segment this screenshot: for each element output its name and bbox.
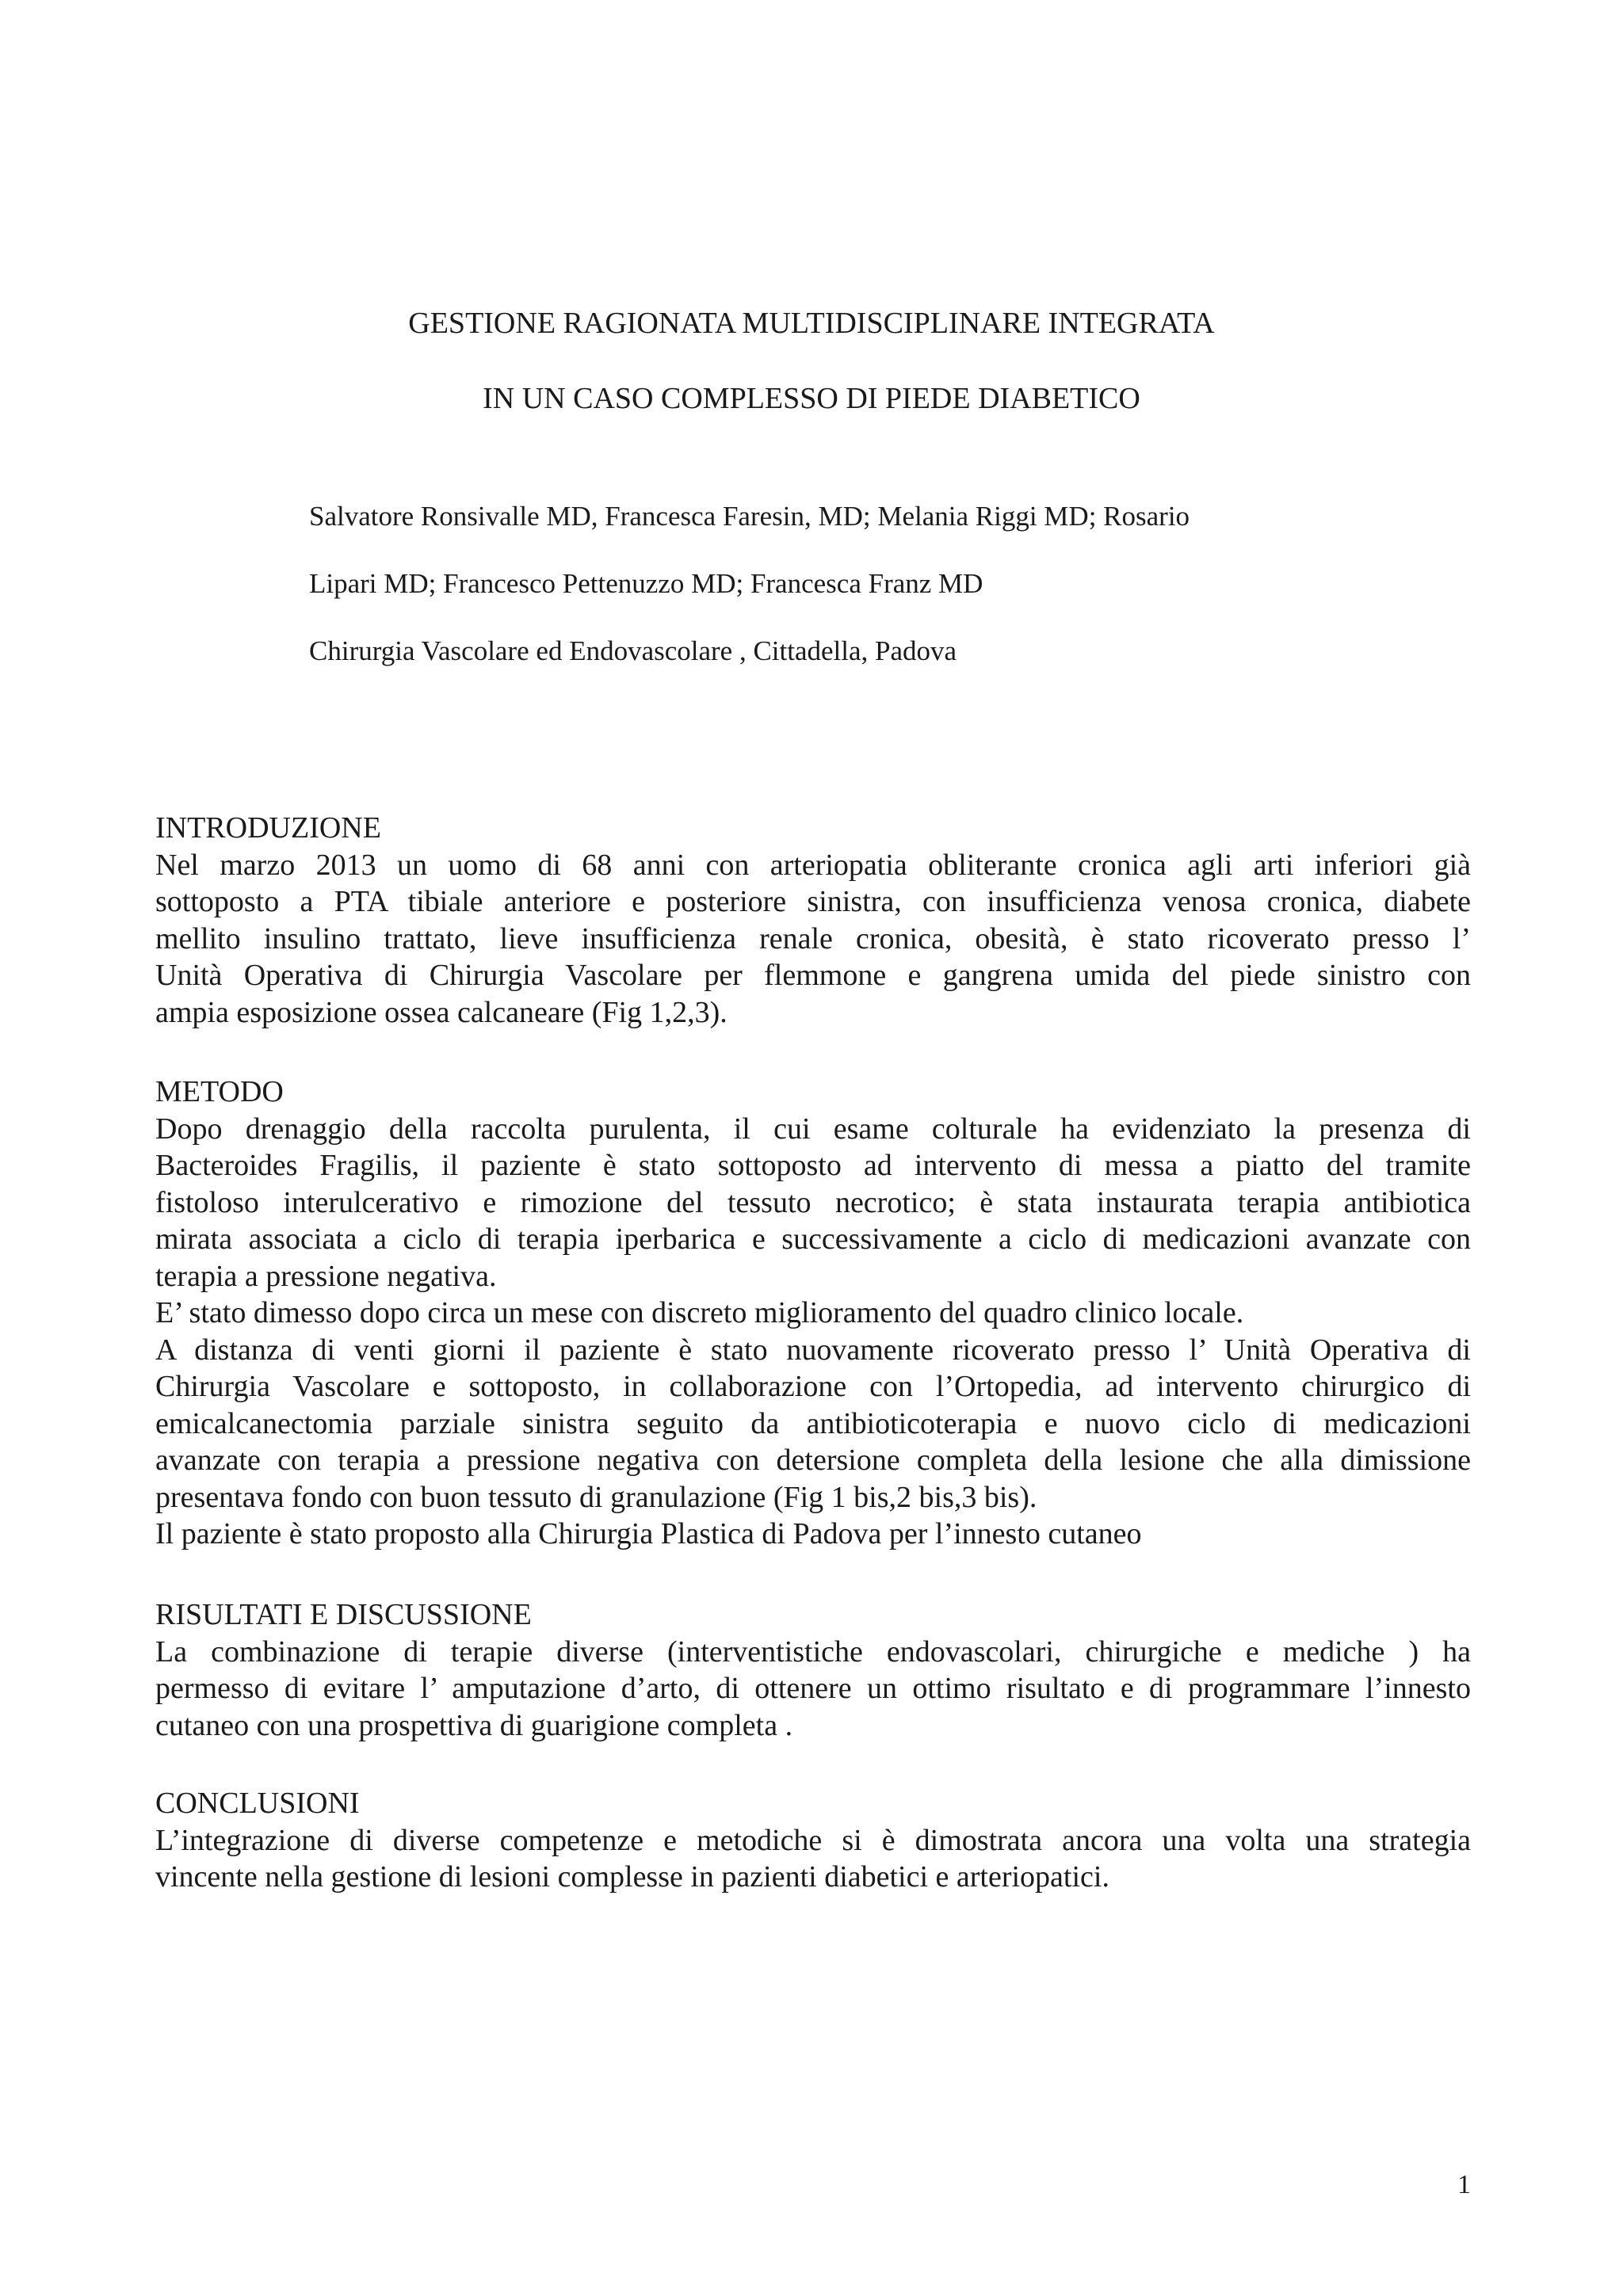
- text-line: mirata associata a ciclo di terapia iperbarica e successivamente a ciclo di medicazioni avanzate con: [155, 1222, 1471, 1256]
- section-metodo: [155, 1074, 1471, 1553]
- section-body-introduzione: [155, 847, 1471, 1032]
- title-line-2: IN UN CASO COMPLESSO DI PIEDE DIABETICO: [483, 382, 1140, 415]
- text-line: Chirurgia Vascolare e sottoposto, in collaborazione con l’Ortopedia, ad intervento chirurgico di: [155, 1370, 1471, 1403]
- title-line-1: GESTIONE RAGIONATA MULTIDISCIPLINARE INTEGRATA: [408, 307, 1215, 340]
- text-line: presentava fondo con buon tessuto di granulazione (Fig 1 bis,2 bis,3 bis).: [155, 1480, 1037, 1514]
- section-body-risultati: [155, 1634, 1471, 1745]
- text-line: Il paziente è stato proposto alla Chirurgia Plastica di Padova per l’innesto cutaneo: [155, 1517, 1142, 1550]
- affiliation: Chirurgia Vascolare ed Endovascolare , Cittadella, Padova: [309, 635, 957, 666]
- text-line: terapia a pressione negativa.: [155, 1259, 497, 1293]
- text-line: sottoposto a PTA tibiale anteriore e posteriore sinistra, con insufficienza venosa cronica, diabete: [155, 885, 1471, 918]
- text-line: avanzate con terapia a pressione negativa con detersione completa della lesione che alla dimissione: [155, 1444, 1471, 1477]
- section-body-conclusioni: [155, 1822, 1471, 1896]
- authors-line-2: Lipari MD; Francesco Pettenuzzo MD; Francesca Franz MD: [309, 568, 983, 599]
- text-line: emicalcanectomia parziale sinistra seguito da antibioticoterapia e nuovo ciclo di medicazioni: [155, 1406, 1471, 1440]
- section-conclusioni: [155, 1785, 1471, 1896]
- text-line: La combinazione di terapie diverse (interventistiche endovascolari, chirurgiche e mediche ) ha: [155, 1634, 1471, 1669]
- text-line: fistoloso interulcerativo e rimozione del tessuto necrotico; è stata instaurata terapia antibiotica: [155, 1185, 1471, 1219]
- section-risultati: [155, 1596, 1471, 1744]
- text-line: cutaneo con una prospettiva di guarigione completa .: [155, 1708, 793, 1742]
- section-heading-conclusioni: CONCLUSIONI: [155, 1787, 360, 1820]
- authors-line-1: Salvatore Ronsivalle MD, Francesca Faresin, MD; Melania Riggi MD; Rosario: [309, 501, 1190, 532]
- text-line: permesso di evitare l’ amputazione d’arto, di ottenere un ottimo risultato e di programmare l’innesto: [155, 1672, 1471, 1705]
- text-line: L’integrazione di diverse competenze e metodiche si è dimostrata ancora una volta una strategia: [155, 1823, 1471, 1857]
- section-heading-risultati: RISULTATI E DISCUSSIONE: [155, 1598, 532, 1631]
- page-number: 1: [1457, 2170, 1471, 2199]
- section-body-metodo: [155, 1111, 1471, 1553]
- text-line: A distanza di venti giorni il paziente è stato nuovamente ricoverato presso l’ Unità Operativa di: [155, 1333, 1471, 1367]
- text-line: E’ stato dimesso dopo circa un mese con discreto miglioramento del quadro clinico locale.: [155, 1296, 1244, 1329]
- text-line: Bacteroides Fragilis, il paziente è stato sottoposto ad intervento di messa a piatto del tramite: [155, 1149, 1471, 1182]
- section-introduzione: [155, 810, 1471, 1031]
- text-line: Dopo drenaggio della raccolta purulenta, il cui esame colturale ha evidenziato la presenza di: [155, 1112, 1471, 1146]
- section-heading-metodo: METODO: [155, 1075, 284, 1108]
- text-line: Unità Operativa di Chirurgia Vascolare per flemmone e gangrena umida del piede sinistro con: [155, 959, 1471, 992]
- section-heading-introduzione: INTRODUZIONE: [155, 811, 381, 845]
- text-line: vincente nella gestione di lesioni complesse in pazienti diabetici e arteriopatici.: [155, 1860, 1109, 1894]
- text-line: ampia esposizione ossea calcaneare (Fig 1,2,3).: [155, 995, 727, 1029]
- text-line: Nel marzo 2013 un uomo di 68 anni con arteriopatia obliterante cronica agli arti inferiori già: [155, 848, 1471, 882]
- text-line: mellito insulino trattato, lieve insufficienza renale cronica, obesità, è stato ricoverato presso l’: [155, 921, 1471, 955]
